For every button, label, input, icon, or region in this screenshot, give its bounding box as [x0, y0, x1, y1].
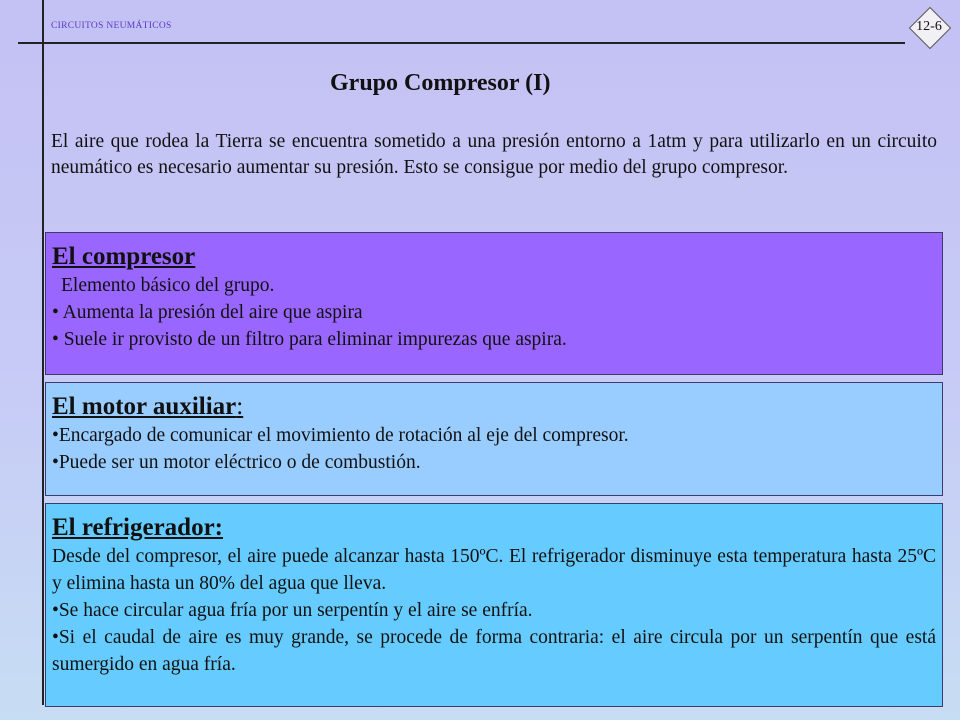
- section-label: CIRCUITOS NEUMÁTICOS: [51, 21, 172, 31]
- motor-box: [45, 382, 943, 496]
- motor-heading-colon: :: [236, 393, 244, 420]
- refrigerador-paragraph: Desde del compresor, el aire puede alcanzar hasta 150ºC. El refrigerador disminuye esta temperatura hasta 25ºC y elimina hasta un 80% del agua que lleva.: [52, 546, 936, 594]
- refrigerador-paragraph: •Si el caudal de aire es muy grande, se procede de forma contraria: el aire circula por un serpentín que está sumergido en agua fría.: [52, 627, 936, 675]
- compresor-line: • Aumenta la presión del aire que aspira: [52, 302, 363, 323]
- motor-line: •Puede ser un motor eléctrico o de combustión.: [52, 452, 421, 473]
- compresor-heading: El compresor: [52, 243, 196, 270]
- page-title: Grupo Compresor (I): [330, 70, 551, 96]
- page-number: 12-6: [916, 19, 942, 34]
- header-rule: [18, 42, 905, 44]
- compresor-box: [45, 232, 943, 375]
- compresor-line: Elemento básico del grupo.: [61, 275, 275, 296]
- refrigerador-box: [45, 503, 943, 707]
- motor-line: •Encargado de comunicar el movimiento de rotación al eje del compresor.: [52, 425, 629, 446]
- refrigerador-paragraph: •Se hace circular agua fría por un serpentín y el aire se enfría.: [52, 600, 533, 621]
- refrigerador-heading: El refrigerador:: [52, 514, 223, 541]
- left-rule: [42, 0, 44, 705]
- page-number-badge: [909, 7, 949, 47]
- motor-heading: [52, 392, 936, 422]
- motor-heading-text: El motor auxiliar: [52, 393, 237, 420]
- compresor-line: • Suele ir provisto de un filtro para eliminar impurezas que aspira.: [52, 329, 567, 350]
- intro-paragraph: El aire que rodea la Tierra se encuentra sometido a una presión entorno a 1atm y para utilizarlo en un circuito neumático es necesario aumentar su presión. Esto se consigue por medio del grupo compresor.: [51, 131, 937, 178]
